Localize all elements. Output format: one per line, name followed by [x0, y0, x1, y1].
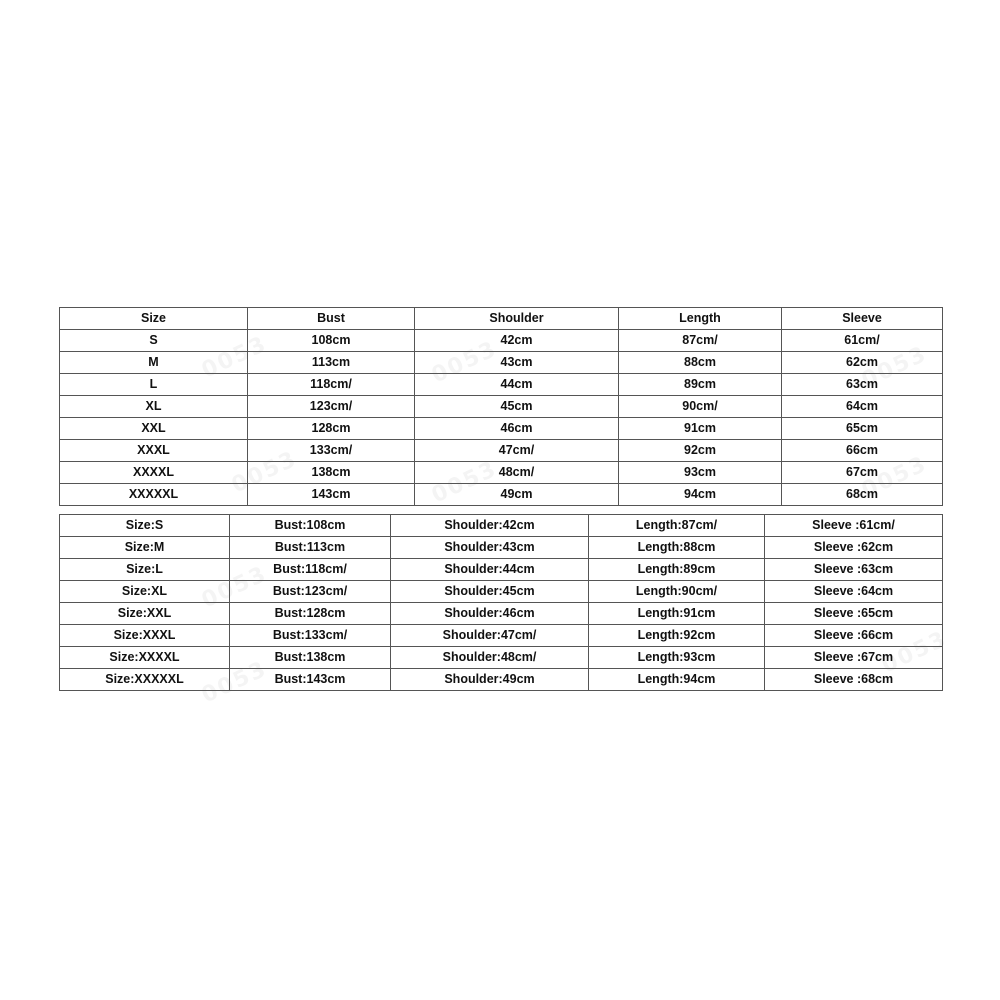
- cell-bust: Bust:123cm/: [230, 581, 391, 603]
- cell-shoulder: 47cm/: [415, 440, 619, 462]
- cell-shoulder: Shoulder:49cm: [391, 669, 589, 691]
- cell-size: XL: [60, 396, 248, 418]
- header-sleeve: Sleeve: [782, 308, 943, 330]
- cell-size: M: [60, 352, 248, 374]
- cell-size: Size:M: [60, 537, 230, 559]
- cell-sleeve: 63cm: [782, 374, 943, 396]
- cell-bust: 123cm/: [248, 396, 415, 418]
- cell-bust: Bust:108cm: [230, 515, 391, 537]
- cell-bust: 138cm: [248, 462, 415, 484]
- table-row: [60, 537, 943, 559]
- table-row: [60, 374, 943, 396]
- cell-shoulder: Shoulder:47cm/: [391, 625, 589, 647]
- cell-size: Size:XXXXXL: [60, 669, 230, 691]
- cell-sleeve: Sleeve :67cm: [765, 647, 943, 669]
- cell-bust: Bust:133cm/: [230, 625, 391, 647]
- cell-bust: Bust:113cm: [230, 537, 391, 559]
- cell-size: L: [60, 374, 248, 396]
- cell-sleeve: Sleeve :63cm: [765, 559, 943, 581]
- cell-bust: Bust:138cm: [230, 647, 391, 669]
- cell-shoulder: Shoulder:45cm: [391, 581, 589, 603]
- table-row: [60, 559, 943, 581]
- cell-size: Size:XL: [60, 581, 230, 603]
- header-length: Length: [619, 308, 782, 330]
- cell-sleeve: 68cm: [782, 484, 943, 506]
- header-shoulder: Shoulder: [415, 308, 619, 330]
- cell-sleeve: Sleeve :66cm: [765, 625, 943, 647]
- cell-sleeve: Sleeve :61cm/: [765, 515, 943, 537]
- table-row: [60, 440, 943, 462]
- cell-shoulder: Shoulder:42cm: [391, 515, 589, 537]
- cell-size: S: [60, 330, 248, 352]
- cell-length: 90cm/: [619, 396, 782, 418]
- cell-shoulder: Shoulder:43cm: [391, 537, 589, 559]
- cell-size: Size:XXXL: [60, 625, 230, 647]
- cell-size: Size:L: [60, 559, 230, 581]
- cell-bust: 143cm: [248, 484, 415, 506]
- table-row: [60, 484, 943, 506]
- cell-bust: 108cm: [248, 330, 415, 352]
- cell-length: Length:93cm: [589, 647, 765, 669]
- cell-bust: Bust:128cm: [230, 603, 391, 625]
- cell-bust: 118cm/: [248, 374, 415, 396]
- cell-sleeve: 67cm: [782, 462, 943, 484]
- cell-size: Size:XXL: [60, 603, 230, 625]
- cell-shoulder: 46cm: [415, 418, 619, 440]
- cell-length: Length:88cm: [589, 537, 765, 559]
- cell-length: 89cm: [619, 374, 782, 396]
- size-chart-table: [59, 307, 943, 506]
- cell-length: 93cm: [619, 462, 782, 484]
- table-row: [60, 581, 943, 603]
- cell-shoulder: 48cm/: [415, 462, 619, 484]
- cell-size: XXXXXL: [60, 484, 248, 506]
- cell-length: 94cm: [619, 484, 782, 506]
- table-row: [60, 515, 943, 537]
- cell-length: Length:94cm: [589, 669, 765, 691]
- cell-shoulder: Shoulder:44cm: [391, 559, 589, 581]
- header-bust: Bust: [248, 308, 415, 330]
- cell-length: 92cm: [619, 440, 782, 462]
- cell-sleeve: 66cm: [782, 440, 943, 462]
- cell-length: 91cm: [619, 418, 782, 440]
- cell-length: Length:87cm/: [589, 515, 765, 537]
- cell-bust: 113cm: [248, 352, 415, 374]
- cell-sleeve: 65cm: [782, 418, 943, 440]
- cell-size: Size:S: [60, 515, 230, 537]
- cell-shoulder: 43cm: [415, 352, 619, 374]
- table-row: [60, 352, 943, 374]
- cell-length: Length:92cm: [589, 625, 765, 647]
- table-row: [60, 462, 943, 484]
- cell-sleeve: 61cm/: [782, 330, 943, 352]
- cell-sleeve: Sleeve :62cm: [765, 537, 943, 559]
- cell-size: XXL: [60, 418, 248, 440]
- table-row: [60, 603, 943, 625]
- table-row: [60, 647, 943, 669]
- cell-size: Size:XXXXL: [60, 647, 230, 669]
- table-header-row: [60, 308, 943, 330]
- cell-shoulder: 45cm: [415, 396, 619, 418]
- cell-length: Length:90cm/: [589, 581, 765, 603]
- cell-length: 88cm: [619, 352, 782, 374]
- table-row: [60, 418, 943, 440]
- cell-sleeve: Sleeve :65cm: [765, 603, 943, 625]
- cell-bust: Bust:118cm/: [230, 559, 391, 581]
- cell-sleeve: Sleeve :68cm: [765, 669, 943, 691]
- size-chart-labelled-table: [59, 514, 943, 691]
- cell-length: 87cm/: [619, 330, 782, 352]
- cell-size: XXXXL: [60, 462, 248, 484]
- cell-length: Length:89cm: [589, 559, 765, 581]
- header-size: Size: [60, 308, 248, 330]
- cell-shoulder: Shoulder:46cm: [391, 603, 589, 625]
- cell-bust: Bust:143cm: [230, 669, 391, 691]
- cell-bust: 128cm: [248, 418, 415, 440]
- cell-shoulder: Shoulder:48cm/: [391, 647, 589, 669]
- cell-sleeve: 64cm: [782, 396, 943, 418]
- cell-sleeve: 62cm: [782, 352, 943, 374]
- cell-shoulder: 49cm: [415, 484, 619, 506]
- table-row: [60, 396, 943, 418]
- cell-bust: 133cm/: [248, 440, 415, 462]
- table-row: [60, 669, 943, 691]
- cell-sleeve: Sleeve :64cm: [765, 581, 943, 603]
- table-row: [60, 330, 943, 352]
- cell-size: XXXL: [60, 440, 248, 462]
- cell-shoulder: 44cm: [415, 374, 619, 396]
- cell-length: Length:91cm: [589, 603, 765, 625]
- cell-shoulder: 42cm: [415, 330, 619, 352]
- table-row: [60, 625, 943, 647]
